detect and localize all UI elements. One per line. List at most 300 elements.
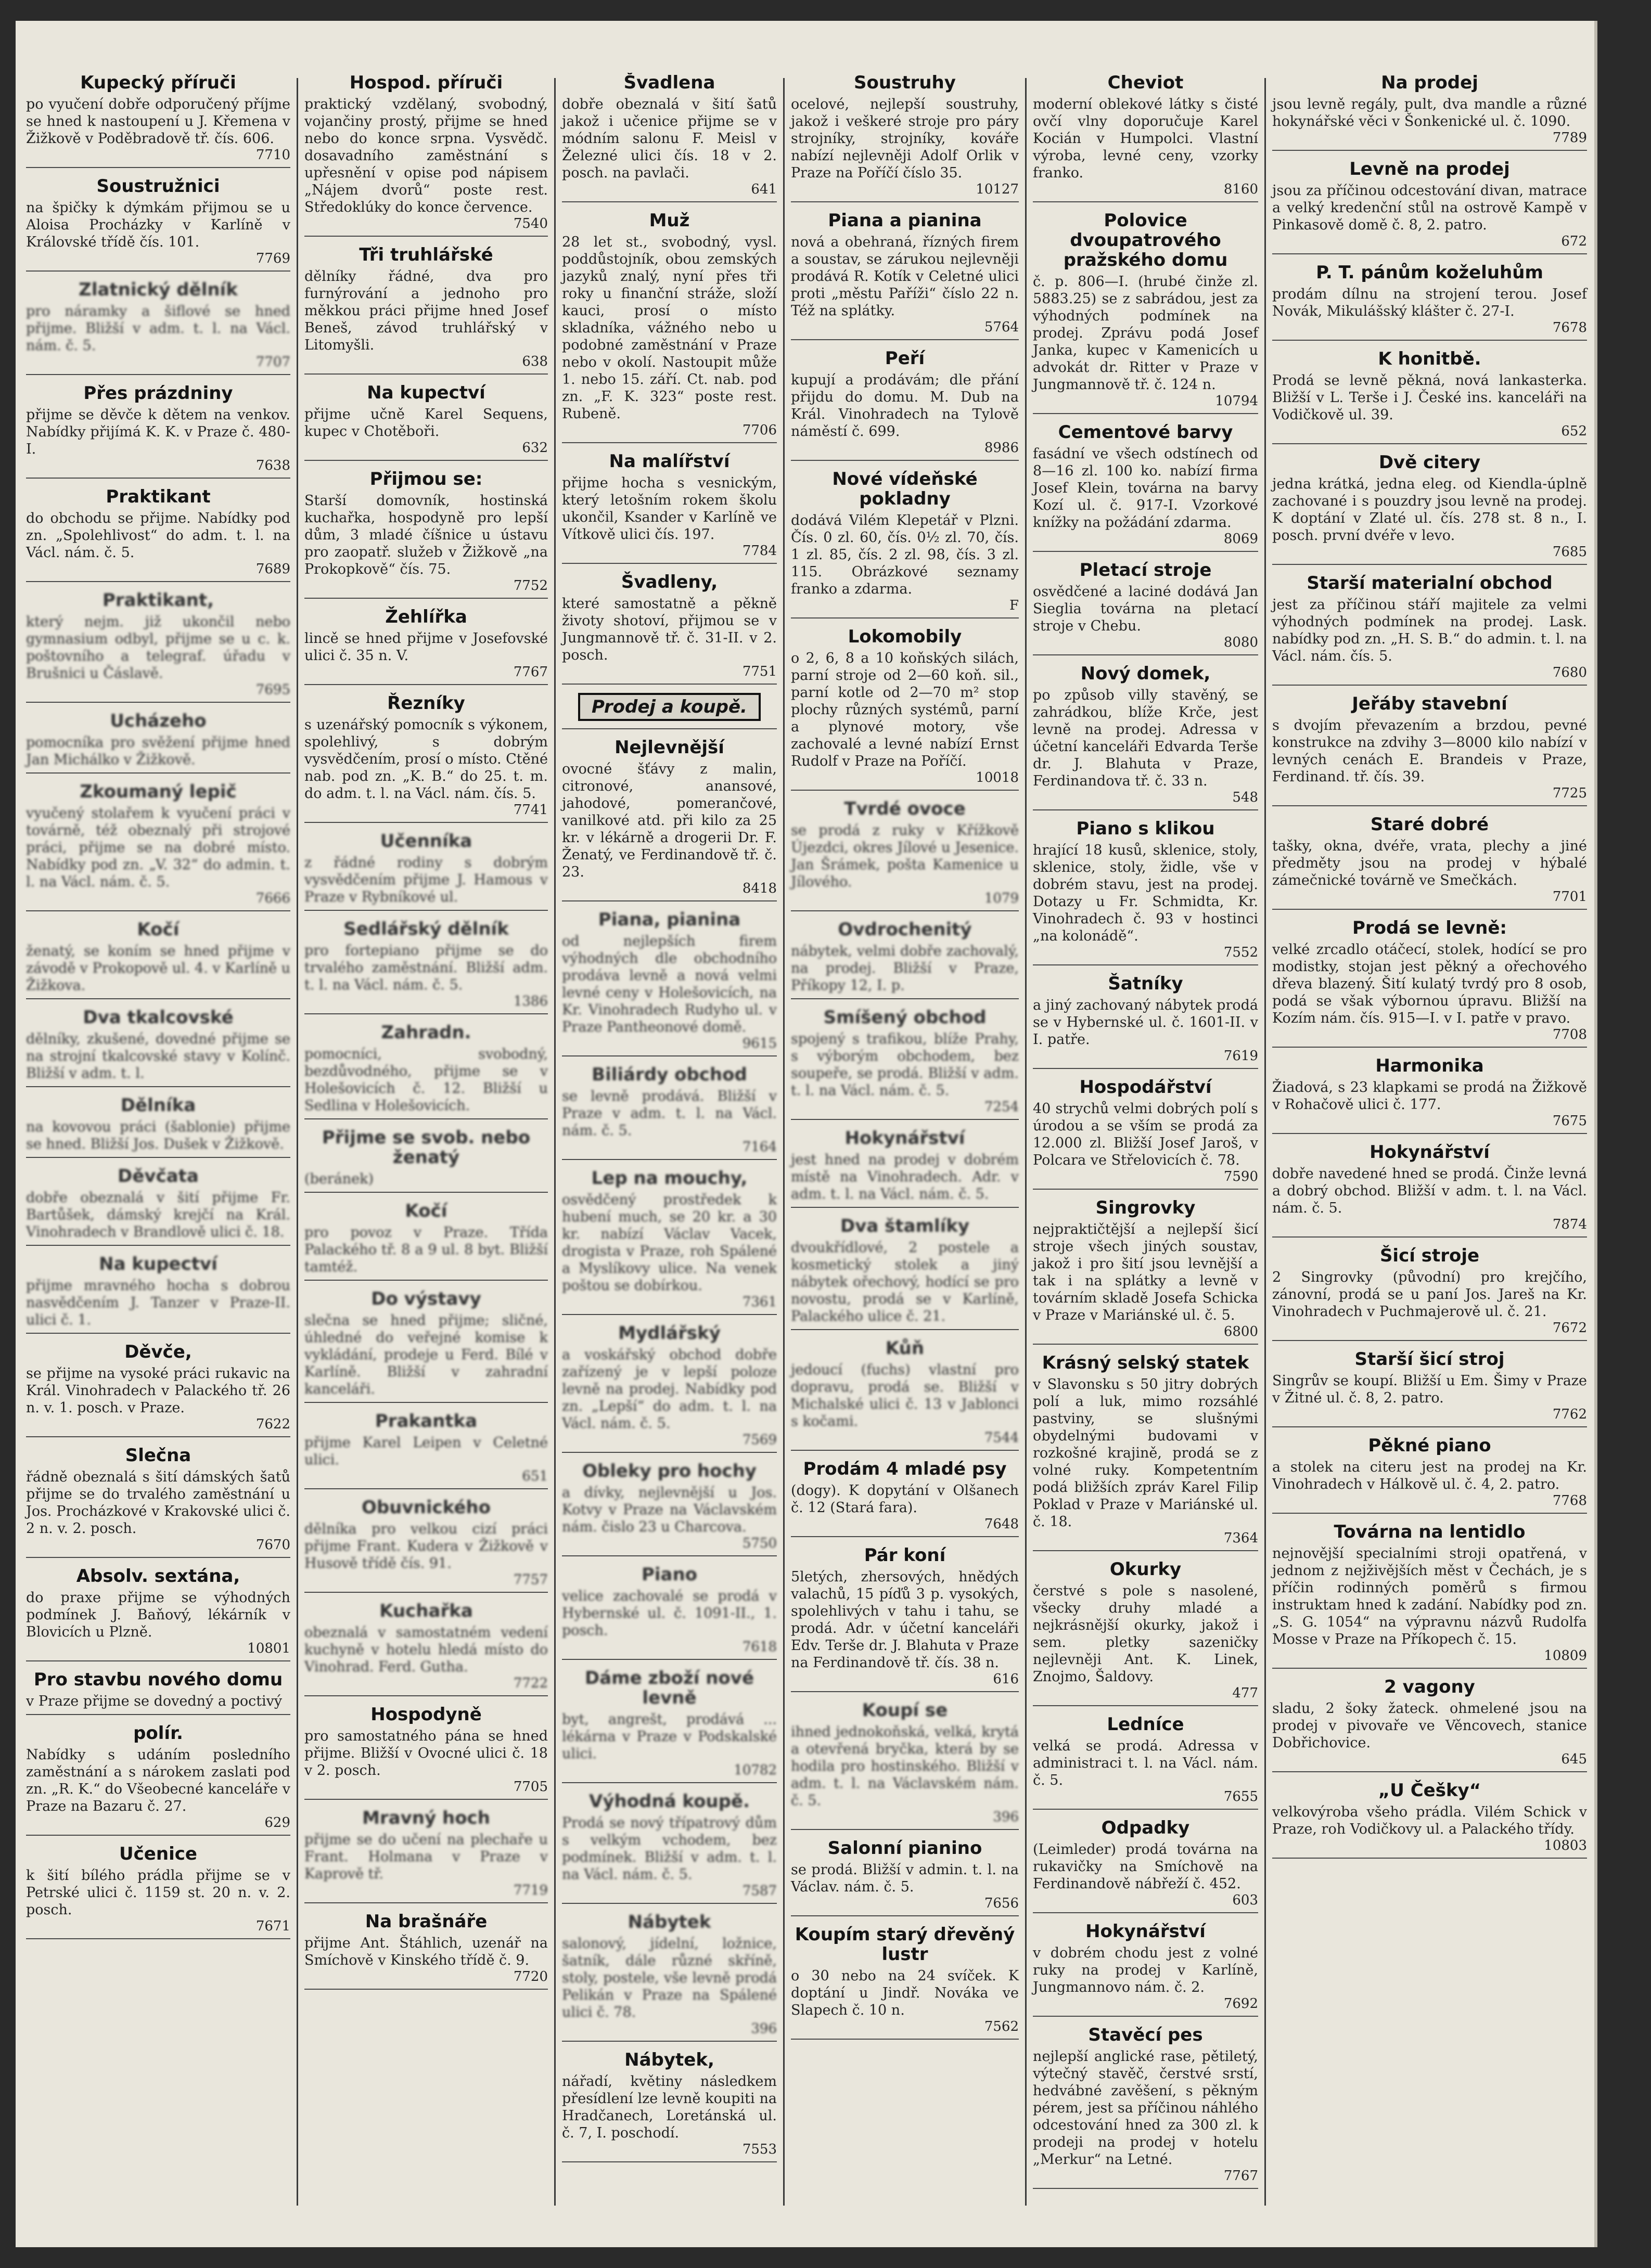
ad-body: spojený s trafikou, blíže Prahy, s výborým obchodem, bez soupeře, se prodá. Bližší v adm. t. l. na Václ. nám. č. 5.	[791, 1031, 1019, 1099]
ad-body: slečna se hned přijme; sličné, úhledné do veřejné komise k vykládání, prodeje u Ferd. Bílé v Karlíně. Bližší v zahradní kanceláři.	[304, 1312, 548, 1397]
ad-title: Děvčata	[118, 1166, 199, 1187]
ad-title: Pro stavbu nového domu	[33, 1669, 283, 1690]
ad-title: Smíšený obchod	[823, 1007, 987, 1028]
ad-title: Peří	[885, 348, 925, 369]
ad-body: 40 strychů velmi dobrých polí s úrodou a se vším se prodá za 12.000 zl. Bližší Josef Jaroš, v Polcara ve Střelovicích č. 78.	[1033, 1101, 1258, 1168]
ad-body: dělníky, zkušené, dovedné přijme se na strojní tkalcovské stavy v Kolínč. Bližší v adm. t. l.	[26, 1031, 290, 1081]
classified-ad	[1033, 1922, 1258, 2017]
classified-ad	[1272, 1056, 1587, 1134]
ad-title: Prakantka	[375, 1411, 478, 1432]
classified-ad	[1272, 1349, 1587, 1427]
classified-ad	[1272, 1781, 1587, 1859]
classified-ad	[1272, 1246, 1587, 1341]
classified-ad	[1272, 694, 1587, 806]
ad-title: Cheviot	[1107, 73, 1184, 93]
ad-number: 7671	[255, 1918, 290, 1934]
classified-ad	[562, 693, 777, 729]
classified-ad	[791, 1838, 1019, 1916]
classified-ad	[791, 1338, 1019, 1451]
ad-number: 7701	[1552, 889, 1587, 905]
ad-title: Koupím starý dřevěný lustr	[795, 1924, 1015, 1965]
classified-ad	[562, 452, 777, 564]
ad-number: 1079	[984, 891, 1019, 906]
ad-number: 7590	[1223, 1169, 1258, 1184]
ad-number: 7707	[255, 354, 290, 370]
classified-ad	[562, 738, 777, 901]
ad-title: Nábytek,	[624, 2050, 714, 2070]
ad-body: Starší domovník, hostinská kuchařka, hospodyně pro lepší dům, 3 mladé číšnice u ústavu pro zaopatř. služeb v Žižkově „na Prokopkově“ čís. 75.	[304, 493, 548, 577]
ad-number: 7622	[255, 1416, 290, 1432]
classified-ad	[1272, 1677, 1587, 1772]
ad-title	[562, 693, 777, 721]
classified-ad	[1033, 1715, 1258, 1810]
ad-number: 7725	[1552, 785, 1587, 801]
classified-ad	[562, 211, 777, 443]
ad-body: od nejlepších firem výhodných dle obchodního prodáva levně a nová velmi levné ceny v Holešovicích, na Kr. Vinohradech Rudyho ul. v Praze Pantheonové domě.	[562, 933, 777, 1035]
ad-number: 7695	[255, 682, 290, 698]
ad-body: lincě se hned přijme v Josefovské ulici č. 35 n. V.	[304, 630, 548, 664]
ad-body: (dogy). K dopytání v Olšanech č. 12 (Stará fara).	[791, 1483, 1019, 1516]
ad-title: Soustruhy	[854, 73, 956, 93]
classified-ad	[1033, 422, 1258, 552]
ad-body: nábytek, velmi dobře zachovalý, na prodej. Bližší v Praze, Příkopy 12, I. p.	[791, 943, 1019, 994]
classified-ad	[304, 73, 548, 237]
ad-number: 7680	[1552, 665, 1587, 680]
classified-ad	[1272, 1142, 1587, 1238]
classified-ad	[304, 607, 548, 685]
ad-body: ženatý, se koním se hned přijme v závodě v Prokopově ul. 4. v Karlíně u Žižkova.	[26, 943, 290, 994]
classified-ad	[1033, 1353, 1258, 1551]
ad-title: Piano	[641, 1564, 698, 1585]
ad-title: Harmonika	[1375, 1055, 1484, 1076]
newspaper-page	[16, 21, 1597, 2247]
ad-number: 396	[993, 1809, 1019, 1825]
ad-body: čerstvé s pole s nasolené, všecky druhy mladé a nejkrásnější okurky, jakož i sem. pletky sazeničky nejlevněji Ant. K. Linek, Znojmo, Šaldovy.	[1033, 1583, 1258, 1685]
classified-ad	[304, 1808, 548, 1903]
ad-title: Na prodej	[1381, 73, 1478, 93]
ad-title: Cementové barvy	[1058, 422, 1233, 443]
ad-number: 638	[522, 354, 548, 369]
ad-title: Kočí	[405, 1201, 447, 1221]
ad-body: hrající 18 kusů, sklenice, stoly, sklenice, stoly, židle, vše v dobrém stavu, jest na prodej. Dotazy u Fr. Schmidta, Kr. Vinohradech č. 93 v hostinci „na kolonádě“.	[1033, 842, 1258, 944]
ad-title: Pěkné piano	[1368, 1435, 1491, 1456]
ad-body: z řádné rodiny s dobrým vysvědčením přijme J. Hamous v Praze v Rybníkové ul.	[304, 855, 548, 905]
classified-ad	[26, 1008, 290, 1087]
ad-title: Krásný selský statek	[1042, 1352, 1249, 1373]
classified-ad	[26, 1254, 290, 1334]
ad-body: (Leimleder) prodá továrna na rukavičky na Smíchově na Ferdinandově nábřeží č. 452.	[1033, 1841, 1258, 1892]
ad-body: pro náramky a šiflové se hned přijme. Bližší v adm. t. l. na Václ. nám. č. 5.	[26, 303, 290, 354]
classified-ad	[562, 1168, 777, 1315]
ad-number: 7751	[742, 664, 777, 679]
ad-title: Řezníky	[387, 693, 465, 714]
column-divider	[783, 78, 785, 2206]
ad-title: Prodám 4 mladé psy	[803, 1459, 1007, 1479]
ad-title: Hokynářství	[844, 1128, 965, 1149]
ad-title: Nábytek	[628, 1912, 711, 1932]
ad-title: Hospod. příruči	[349, 73, 503, 93]
ad-number: 7648	[984, 1516, 1019, 1532]
ad-number: 7666	[255, 891, 290, 906]
ad-number: 10803	[1544, 1838, 1587, 1853]
ad-title: Hokynářství	[1085, 1921, 1206, 1942]
classified-ad	[1272, 1522, 1587, 1669]
classified-ad	[562, 572, 777, 685]
ad-body: 2 Singrovky (původní) pro krejčího, zánovní, prodá se u paní Jos. Jareš na Kr. Vinohradech v Puchmajerově ul. č. 21.	[1272, 1269, 1587, 1320]
ad-body: se přijme na vysoké práci rukavic na Král. Vinohradech v Palackého tř. 26 n. v. 1. posch. v Praze.	[26, 1365, 290, 1416]
classified-ad	[562, 1668, 777, 1783]
ad-number: 9615	[742, 1036, 777, 1051]
ad-number: 7656	[984, 1896, 1019, 1911]
classified-ad	[26, 1446, 290, 1558]
ad-body: a dívky, nejlevnější u Jos. Kotvy v Praze na Václavském nám. čislo 23 u Charcova.	[562, 1485, 777, 1535]
ad-body: dvoukřídlové, 2 postele a kosmetický stolek a jiný nábytek ořechový, hodící se pro novostu, prodá se v Karlíně, Palackého ulice č. 21.	[791, 1240, 1019, 1324]
classified-ad	[1272, 918, 1587, 1048]
ad-number: 7254	[984, 1099, 1019, 1115]
ad-body: velkovýroba všeho prádla. Vilém Schick v Praze, roh Vodičkovy ul. a Palackého třídy.	[1272, 1804, 1587, 1837]
ad-title: „U Češky“	[1378, 1780, 1481, 1801]
classified-ad	[304, 469, 548, 599]
ad-number: 7767	[513, 664, 548, 680]
ad-title: Kupecký příruči	[80, 73, 236, 93]
ad-body: Prodá se levně pěkná, nová lankasterka. Bližší v L. Terše i J. České ins. kanceláři na Vodičkově ul. 39.	[1272, 372, 1587, 423]
ad-number: 7540	[513, 216, 548, 231]
ad-body: na špičky k dýmkám přijmou se u Aloisa Procházky v Karlíně v Královské třídě čís. 101.	[26, 200, 290, 250]
ad-number: 5764	[984, 319, 1019, 335]
ad-number: 7719	[513, 1883, 548, 1898]
ad-title: 2 vagony	[1384, 1677, 1475, 1697]
classified-ad	[1272, 159, 1587, 254]
ad-title: Obuvnického	[362, 1497, 491, 1518]
classified-ad	[304, 1128, 548, 1193]
classified-ad	[562, 1792, 777, 1904]
column-3	[557, 73, 782, 2211]
ad-body: po vyučení dobře odporučený příjme se hned k nastoupení u J. Křemena v Žižkově v Poděbradově tř. čís. 606.	[26, 96, 290, 147]
classified-ad	[1033, 2025, 1258, 2189]
ad-title: Jeřáby stavební	[1352, 693, 1507, 714]
ad-number: 7757	[513, 1572, 548, 1588]
classified-ad	[791, 211, 1019, 340]
ad-number: 10127	[976, 182, 1019, 197]
classified-ad	[1033, 73, 1258, 202]
column-6	[1267, 73, 1592, 2211]
ad-number: 603	[1232, 1892, 1258, 1908]
ad-title: Tvrdé ovoce	[844, 798, 966, 819]
ad-body: dodává Vilém Klepetář v Plzni. Čís. 0 zl. 60, čís. 0½ zl. 70, čís. 1 zl. 85, čís. 2 zl. 98, čís. 3 zl. 115. Obrázkové seznamy franko a zdarma.	[791, 512, 1019, 597]
classified-ad	[26, 920, 290, 999]
ad-body: tašky, okna, dvéře, vrata, plechy a jiné předměty jsou na prodej v hýbalé zámečnické továrně ve Smečkách.	[1272, 838, 1587, 888]
ad-number: 7789	[1552, 130, 1587, 146]
ad-number: 7552	[1223, 945, 1258, 960]
ad-title: Dáme zboží nové levně	[584, 1668, 754, 1708]
ad-body: obeznalá v samostatném vedení kuchyně v hotelu hledá místo do Vinohrad. Ferd. Gutha.	[304, 1625, 548, 1675]
ad-body: přijme se do učení na plechaře u Frant. Holmana v Praze v Kaprově tř.	[304, 1832, 548, 1882]
ad-body: a stolek na citeru jest na prodej na Kr. Vinohradech v Hálkově ul. č. 4, 2. patro.	[1272, 1459, 1587, 1492]
ad-number: 1386	[513, 994, 548, 1009]
ad-title: P. T. pánům koželuhům	[1316, 262, 1543, 283]
ad-body: do praxe přijme se výhodných podmínek J. Baňový, lékárník v Blovicích u Plzně.	[26, 1590, 290, 1640]
ad-number: 7638	[255, 458, 290, 473]
ad-title: Nejlevnější	[615, 737, 724, 758]
ad-number: 7164	[742, 1139, 777, 1155]
column-4	[786, 73, 1024, 2211]
classified-ad	[1272, 73, 1587, 151]
ad-number: 7705	[513, 1779, 548, 1795]
column-divider	[1264, 78, 1266, 2206]
ad-title: Zahradn.	[381, 1022, 471, 1043]
ad-title: Salonní pianino	[827, 1838, 982, 1859]
ad-title: Koupí se	[862, 1700, 948, 1721]
ad-body: nejpraktičtější a nejlepší šicí stroje všech jiných soustav, jakož i pro šití jsou levnější a tak i na splátky a levně v továrním skladě Josefa Schicka v Praze v Mariánské ul. č. 5.	[1033, 1221, 1258, 1323]
ad-number: 629	[264, 1815, 290, 1831]
ad-number: 7706	[742, 422, 777, 438]
ad-number: 7618	[742, 1639, 777, 1655]
ad-number: 396	[751, 2021, 777, 2037]
ad-number: 641	[751, 182, 777, 197]
ad-title: Staré dobré	[1370, 814, 1489, 835]
classified-ad	[26, 383, 290, 479]
ad-title: Mydlářský	[618, 1323, 721, 1344]
ad-body: řádně obeznalá s šití dámských šatů přijme se do trvalého zaměstnání u Jos. Procházkové v Krakovské ulici č. 2 n. v. 2. posch.	[26, 1469, 290, 1537]
ad-number: 548	[1232, 790, 1258, 805]
ad-body: fasádní ve všech odstínech od 8—16 zl. 100 ko. nabízí firma Josef Klein, továrna na barvy Kozí ul. č. 917-I. Vzorkové knížky na požádání zdarma.	[1033, 446, 1258, 531]
ad-body: (beránek)	[304, 1171, 374, 1187]
ad-number: 7752	[513, 578, 548, 594]
classified-ad	[1033, 664, 1258, 810]
ad-title: Přijmou se:	[369, 469, 483, 489]
ad-body: jsou za příčinou odcestování divan, matrace a velký kredenční stůl na ostrově Kampě v Pinkasově domě č. 8, 2. patro.	[1272, 183, 1587, 233]
ad-title: Mravný hoch	[362, 1808, 490, 1828]
ad-number: 7361	[742, 1294, 777, 1310]
ad-body: v Praze přijme se dovedný a poctivý	[26, 1693, 283, 1709]
ad-body: byt, angrešt, prodává ... lékárna v Praze v Podskalské ulici.	[562, 1711, 777, 1762]
ad-title: Piano s klikou	[1076, 818, 1215, 839]
classified-ad	[26, 73, 290, 168]
classified-ad	[562, 1065, 777, 1160]
ad-body: jedoucí (fuchs) vlastní pro dopravu, prodá se. Bližší v Michalské ulici č. 13 v Jablonci s kočami.	[791, 1362, 1019, 1429]
ad-title: Soustružnici	[96, 176, 220, 197]
classified-ad	[791, 1925, 1019, 2040]
ad-title: Dvě citery	[1378, 452, 1481, 473]
classified-ad	[304, 693, 548, 823]
ad-number: 477	[1232, 1685, 1258, 1701]
ad-body: které samostatně a pěkně životy shotoví, přijmou se v Jungmannově tř. č. 31-II. v 2. posch.	[562, 596, 777, 663]
ad-title: Ucházeho	[110, 711, 207, 731]
column-2	[299, 73, 553, 2211]
ad-number: 8080	[1223, 635, 1258, 650]
ad-number: 7655	[1223, 1789, 1258, 1805]
classified-ad	[304, 1912, 548, 1990]
ad-body: prodám dílnu na strojení terou. Josef Novák, Mikulášský klášter č. 27-I.	[1272, 286, 1587, 319]
ad-number: 7569	[742, 1432, 777, 1448]
ad-number: 632	[522, 440, 548, 456]
ad-title: Zlatnický dělník	[79, 279, 238, 300]
ad-title: Švadleny,	[621, 572, 718, 592]
ad-title: Šatníky	[1108, 973, 1183, 994]
ad-title: Polovice dvoupatrového pražského domu	[1063, 210, 1228, 270]
classified-ad	[562, 1323, 777, 1453]
ad-body: nejnovější specialními stroji opatřená, v jednom z nejživějších měst v Čechách, je s příčin rodinných poměrů s firmou instruktam hned k zadání. Nabídky pod zn. „S. G. 1054“ na výpravnu názvů Rudolfa Mosse v Praze na Příkopech č. 15.	[1272, 1545, 1587, 1647]
ad-number: 645	[1561, 1751, 1587, 1767]
ad-number: 7722	[513, 1676, 548, 1691]
classified-ad	[791, 627, 1019, 791]
ad-title: Do výstavy	[371, 1288, 481, 1309]
ad-title: Muž	[649, 210, 690, 231]
ad-body: velké zrcadlo otáčecí, stolek, hodící se pro modistky, stojan jest pěkný a ořechového dřeva blazený. Šití kulatý tvrdý pro 8 osob, podá se však výbornou úpravu. Bližší na Kozím nám. čís. 915—I. v I. patře v pravo.	[1272, 942, 1587, 1026]
ad-title: Starší materialní obchod	[1307, 573, 1553, 594]
section-header-box: Prodej a koupě.	[578, 693, 761, 721]
ad-body: jsou levně regály, pult, dva mandle a různé hokynářské věci v Šonkenické ul. č. 1090.	[1272, 96, 1587, 130]
ad-title: Na malířství	[609, 451, 730, 472]
classified-ad	[791, 469, 1019, 618]
ad-title: Praktikant	[106, 486, 211, 507]
classified-ad	[26, 711, 290, 774]
ad-title: Továrna na lentidlo	[1334, 1522, 1526, 1542]
column-divider	[554, 78, 556, 2206]
ad-number: 5750	[742, 1536, 777, 1551]
classified-ad	[304, 1498, 548, 1593]
ad-number: 7769	[255, 251, 290, 266]
ad-body: a voskářský obchod dobře zařízený je v lepší poloze levně na prodej. Nabídky pod zn. „Lepší“ do adm. t. l. na Václ. nám. č. 5.	[562, 1347, 777, 1432]
ad-number: 7708	[1552, 1027, 1587, 1042]
ad-title: Lep na mouchy,	[591, 1168, 748, 1189]
ad-number: 7553	[742, 2142, 777, 2157]
ad-number: 10018	[976, 770, 1019, 785]
ad-number: 7874	[1552, 1217, 1587, 1232]
ad-body: dobře obeznalá v šití šatů jakož i učenice přijme se v módním salonu F. Meisl v Železné ulici čís. 18 v 2. posch. na pavlači.	[562, 96, 777, 181]
classified-ad	[26, 1670, 290, 1715]
ad-body: ovocné šťávy z malin, citronové, anansové, jahodové, pomerančové, vanilkové atd. při kilo za 25 kr. v lékárně a drogerii Dr. F. Ženatý, ve Ferdinandově tř. č. 23.	[562, 761, 777, 880]
classified-ad	[1272, 1436, 1587, 1514]
ad-number: 672	[1561, 234, 1587, 249]
ad-body: s uzenářský pomocník s výkonem, spolehlivý, s dobrým vysvědčením, prosí o místo. Ctěné nab. pod zn. „K. B.“ do 25. t. m. do adm. t. l. na Václ. nám. čís. 5.	[304, 717, 548, 802]
ad-body: nářadí, květiny následkem přesídlení lze levně koupiti na Hradčanech, Loretánská ul. č. 7, I. poschodí.	[562, 2073, 777, 2141]
ad-number: 7544	[984, 1430, 1019, 1446]
ad-body: velice zachovalé se prodá v Hybernské ul. č. 1091-II., 1. posch.	[562, 1588, 777, 1639]
ad-body: praktický vzdělaný, svobodný, vojančiny prostý, přijme se hned nebo do konce srpna. Vysvědč. dosavadního zaměstnání s upřesnění v opise pod nápisem „Nájem dvorů“ poste rest. Středoklúky do konce července.	[304, 96, 548, 215]
ad-body: č. p. 806—I. (hrubé činže zl. 5883.25) se z sabrádou, jest za výhodných podmínek na prodej. Zprávu podá Josef Janka, kupec v Kamenicích u advokát dr. Ritter v Praze v Jungmannově tř. č. 124 n.	[1033, 274, 1258, 393]
ad-number: 8418	[742, 881, 777, 896]
ad-body: dělníky řádné, dva pro furnýrování a jednoho pro měkkou práci přijme hned Josef Beneš, závod truhlářský v Litomyšli.	[304, 268, 548, 353]
ad-body: dělníka pro velkou cizí práci přijme Frant. Kudera v Žižkově v Husově třídě čís. 91.	[304, 1521, 548, 1571]
ad-body: přijme Ant. Štáhlich, uzenář na Smíchově v Kinského třídě č. 9.	[304, 1935, 548, 1968]
ad-body: ihned jednokoňská, velká, krytá a otevřená bryčka, která by se hodila pro hostinského. Bližší v adm. t. l. na Václavském nám. č. 5.	[791, 1724, 1019, 1809]
ad-number: 651	[522, 1468, 548, 1484]
ad-body: osvědčené a laciné dodává Jan Sieglia továrna na pletací stroje v Chebu.	[1033, 584, 1258, 634]
ad-body: nová a obehraná, řízných firem a soustav, se zárukou nejlevněji prodává R. Kotík v Celetné ulici proti „městu Paříži“ číslo 22 n. Též na splátky.	[791, 234, 1019, 319]
column-1	[21, 73, 296, 2211]
classified-ad	[26, 1723, 290, 1836]
classified-ad	[26, 1342, 290, 1437]
ad-title: Singrovky	[1095, 1197, 1196, 1218]
column-divider	[297, 78, 298, 2206]
ad-title: Kůň	[885, 1338, 925, 1359]
ad-title: Stavěcí pes	[1088, 2025, 1203, 2045]
ad-number: 7587	[742, 1883, 777, 1899]
classified-ad	[1272, 453, 1587, 565]
ad-body: moderní oblekové látky s čisté ovčí vlny doporučuje Karel Kocián v Humpolci. Vlastní výroba, levné ceny, vzorky franko.	[1033, 96, 1258, 181]
classified-ad	[791, 799, 1019, 911]
classified-ad	[304, 1201, 548, 1281]
ad-title: Výhodná koupě.	[589, 1791, 750, 1812]
classified-ad	[304, 1023, 548, 1119]
ad-body: sladu, 2 šoky žateck. ohmelené jsou na prodej v pivovaře ve Věncovech, stanice Dobřichovice.	[1272, 1700, 1587, 1751]
classified-ad	[26, 1096, 290, 1158]
ad-body: v Slavonsku s 50 jitry dobrých polí a luk, mimo rozsáhlé pastviny, se slušnými obydelnými budovami v rozkošné krajině, prodá se z volné ruky. Kompetentním podá bližších zpráv Karel Filip Poklad v Praze v Mariánské ul. č. 18.	[1033, 1376, 1258, 1530]
classified-ad	[304, 245, 548, 375]
ad-number: 10809	[1544, 1648, 1587, 1664]
ad-body: přijme se děvče k dětem na venkov. Nabídky přijímá K. K. v Praze č. 480-I.	[26, 407, 290, 457]
classified-ad	[304, 831, 548, 911]
ad-body: pro povoz v Praze. Třída Palackého tř. 8 a 9 ul. 8 byt. Bližší tamtéž.	[304, 1225, 548, 1275]
ad-number: 7689	[255, 561, 290, 577]
ad-body: Nabídky s udáním posledního zaměstnání a s nárokem zaslati pod zn. „R. K.“ do Všeobecné kanceláře v Praze na Bazaru č. 27.	[26, 1747, 290, 1814]
ad-title: Kuchařka	[379, 1601, 473, 1621]
ad-body: Singrův se koupí. Bližší u Em. Šimy v Praze v Žitné ul. č. 8, 2. patro.	[1272, 1373, 1587, 1406]
ad-body: osvědčený prostředek k hubení much, se 20 kr. a 30 kr. nabízí Václav Vacek, drogista v Praze, roh Spálené a Myslíkovy ulice. Na venek poštou se dobírkou.	[562, 1192, 777, 1294]
ad-body: salonový, jídelní, ložnice, šatník, dále různé skříně, stoly, postele, vše levně prodá Pelikán v Praze na Spálené ulici č. 78.	[562, 1936, 777, 2020]
classified-ad	[304, 1411, 548, 1489]
ad-title: polír.	[133, 1723, 183, 1744]
ad-body: velká se prodá. Adressa v administraci t. l. na Václ. nám. č. 5.	[1033, 1738, 1258, 1788]
ad-body: v dobrém chodu jest z volné ruky na prodej v Karlíně, Jungmannovo nám. č. 2.	[1033, 1945, 1258, 1995]
ad-title: Dělníka	[120, 1095, 196, 1116]
ad-number: 8160	[1223, 182, 1258, 197]
ad-title: Piana a pianina	[828, 210, 982, 231]
classified-ad	[1033, 560, 1258, 655]
ad-title: Hokynářství	[1370, 1142, 1490, 1163]
classified-ad	[1033, 974, 1258, 1069]
ad-body: 5letých, zhersových, hnědých valachů, 15 píďů 3 p. vysokých, spolehlivých v tahu i tahu, se prodá. Adr. v účetní kanceláři Edv. Terše dr. J. Blahuta v Praze na Ferdinandově tř. čís. 38 n.	[791, 1569, 1019, 1671]
ad-body: se levně prodává. Bližší v Praze v adm. t. l. na Václ. nám. č. 5.	[562, 1088, 777, 1139]
classified-ad	[1272, 815, 1587, 910]
ad-number: 10782	[734, 1762, 777, 1778]
ad-title: Dva štamlíky	[840, 1216, 970, 1236]
classified-ad	[1033, 819, 1258, 965]
ad-title: Obleky pro hochy	[582, 1461, 757, 1481]
classified-ad	[791, 1700, 1019, 1830]
ad-body: o 2, 6, 8 a 10 koňských silách, parní stroje od 2—60 koň. sil., parní kotle od 2—70 m² stop plochy různých systémů, parní a plynové motory, vše zachovalé a levné nabízí Ernst Rudolf v Praze na Poříčí.	[791, 650, 1019, 769]
ad-title: Tři truhlářské	[359, 244, 493, 265]
ad-title: Ovdrochenitý	[838, 919, 972, 940]
ad-number: 8069	[1223, 531, 1258, 547]
ad-title: Nový domek,	[1080, 663, 1211, 684]
classified-ad	[562, 1912, 777, 2042]
ad-body: pomocníci, svobodný, bezdůvodného, přijme se v Holešovicích č. 12. Bližší u Sedlina v Holešovicích.	[304, 1046, 548, 1114]
ad-body: dobře navedené hned se prodá. Činže levná a dobrý obchod. Bližší v adm. t. l. na Václ. nám. č. 5.	[1272, 1166, 1587, 1216]
classified-ad	[1272, 263, 1587, 341]
ad-number: 7619	[1223, 1048, 1258, 1064]
ad-title: Ledníce	[1107, 1714, 1184, 1735]
ad-title: Sedlářský dělník	[343, 919, 509, 939]
ad-body: o 30 nebo na 24 svíček. K doptání u Jindř. Nováka ve Slapech č. 10 n.	[791, 1968, 1019, 2018]
ad-title: Piana, pianina	[598, 909, 741, 930]
ad-body: pro samostatného pána se hned přijme. Bližší v Ovocné ulici č. 18 v 2. posch.	[304, 1728, 548, 1779]
classified-ad	[562, 1565, 777, 1660]
classified-ad	[791, 349, 1019, 461]
ad-title: Prodá se levně:	[1352, 918, 1507, 938]
classified-ad	[26, 782, 290, 911]
ad-title: Dva tkalcovské	[83, 1007, 234, 1028]
ad-title: Kočí	[137, 919, 180, 940]
classified-ad	[304, 919, 548, 1014]
ad-number: 8986	[984, 440, 1019, 456]
classified-ad	[562, 1461, 777, 1556]
ad-body: dobře obeznalá v šití přijme Fr. Bartůšek, dámský krejčí na Král. Vinohradech v Brandlově ulici č. 18.	[26, 1190, 290, 1240]
ad-number: 7710	[255, 147, 290, 163]
ad-body: a jiný zachovaný nábytek prodá se v Hybernské ul. č. 1601-II. v I. patře.	[1033, 997, 1258, 1048]
classified-ad	[1033, 1198, 1258, 1345]
